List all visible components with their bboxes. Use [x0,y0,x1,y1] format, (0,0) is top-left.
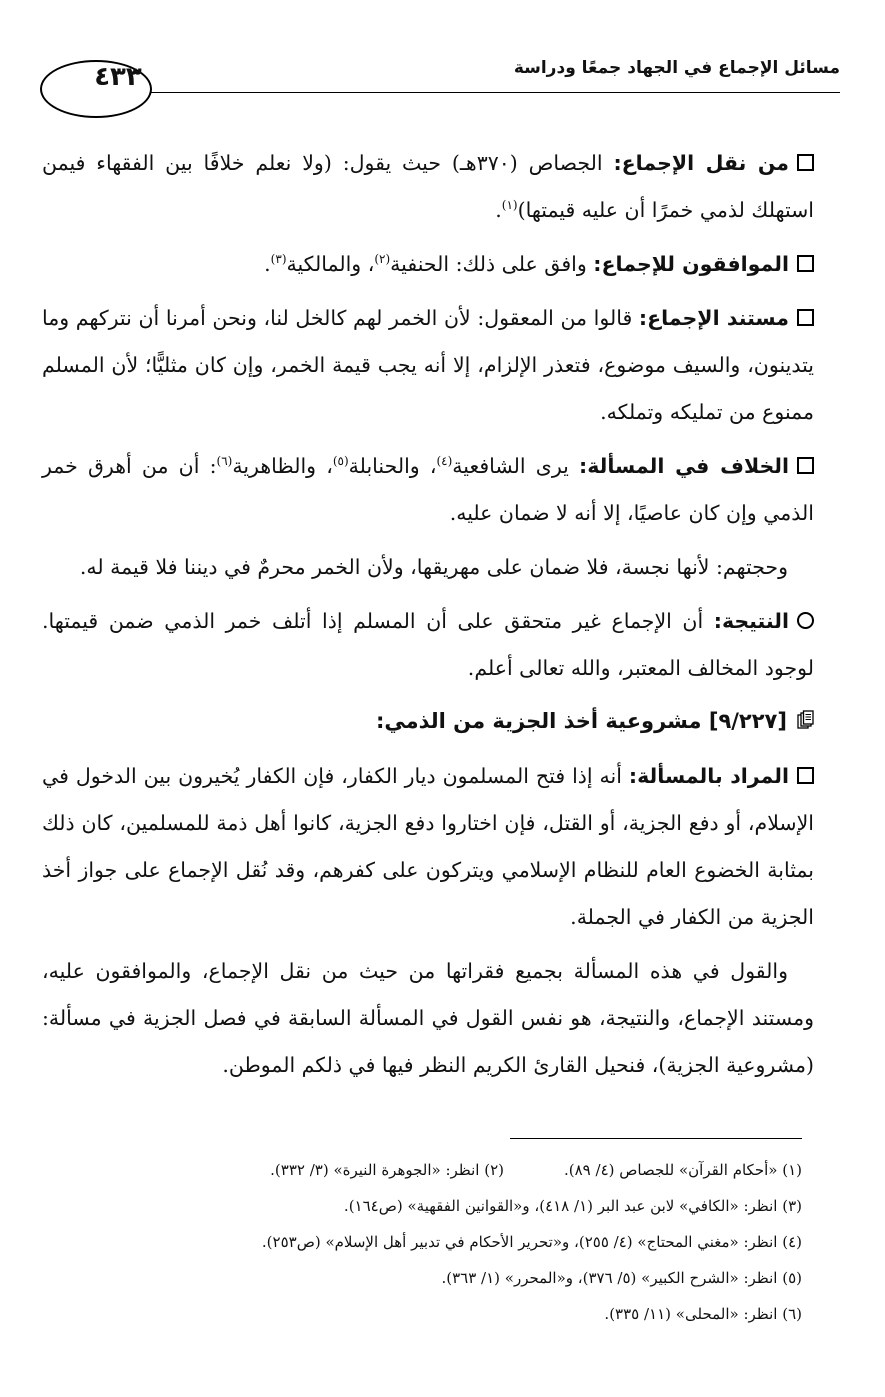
paragraph-naql [42,140,814,234]
running-title: مسائل الإجماع في الجهاد جمعًا ودراسة [513,58,840,78]
square-bullet-icon [797,255,814,272]
footnote-5: (٥) انظر: «الشرح الكبير» (٥/ ٣٧٦)، و«المحرر» (١/ ٣٦٣). [441,1269,802,1287]
circle-bullet-icon [797,612,814,629]
text-natija: أن الإجماع غير متحقق على أن المسلم إذا أتلف خمر الذمي ضمن قيمتها. لوجود المخالف المعتبر، والله تعالى أعلم. [42,609,814,680]
text-khilaf-1: يرى الشافعية [452,454,580,478]
footnote-ref-6[interactable]: (٦) [216,454,233,469]
footnote-ref-3[interactable]: (٣) [270,252,287,267]
text-muwafiqun-2: ، والمالكية [286,252,375,276]
term-muwafiqun: الموافقون للإجماع: [593,252,789,276]
footnote-row-1-2 [100,1152,802,1188]
running-header [40,52,840,102]
square-bullet-icon [797,309,814,326]
period: . [264,252,271,276]
square-bullet-icon [797,154,814,171]
term-murad: المراد بالمسألة: [628,764,789,788]
section-heading-text: [٩/٢٢٧] مشروعية أخذ الجزية من الذمي: [376,709,787,733]
footnote-separator [510,1138,802,1139]
footnote-1: (١) «أحكام القرآن» للجصاص (٤/ ٨٩). [564,1161,802,1179]
paragraph-qawl: والقول في هذه المسألة بجميع فقراتها من حيث من نقل الإجماع، والموافقون عليه، ومستند الإجماع، والنتيجة، هو نفس القول في المسألة السابقة في فصل الجزية في مسألة: (مشروعية الجزية)، فنحيل القارئ الكريم النظر فيها في ذلكم الموطن. [42,959,814,1077]
text-khilaf-4: : أن من أهرق خمر الذمي وإن كان عاصيًا، إلا أنه لا ضمان عليه. [42,454,814,525]
footnote-ref-1[interactable]: (١) [501,198,518,213]
footnote-6: (٦) انظر: «المحلى» (١١/ ٣٣٥). [604,1305,802,1323]
footnote-2: (٢) انظر: «الجوهرة النيرة» (٣/ ٣٣٢). [270,1161,504,1179]
text-khilaf-2: ، والحنابلة [348,454,437,478]
section-heading [42,699,814,743]
text-murad: أنه إذا فتح المسلمون ديار الكفار، فإن الكفار يُخيرون بين الدخول في الإسلام، أو دفع الجزية، أو القتل، فإن اختاروا دفع الجزية، كانوا أهل ذمة للمسلمين، كان ذلك بمثابة الخضوع العام للنظام الإسلامي ويتركون على كفرهم، وقد نُقل الإجماع على جواز أخذ الجزية من الكفار في الجملة. [42,764,814,929]
term-mustanad: مستند الإجماع: [638,306,789,330]
paragraph-muwafiqun [42,241,814,288]
term-natija: النتيجة: [713,609,789,633]
square-bullet-icon [797,457,814,474]
paragraph-khilaf [42,443,814,537]
text-mustanad: قالوا من المعقول: لأن الخمر لهم كالخل لنا، ونحن أمرنا أن نتركهم وما يتدينون، والسيف موضوع، فتعذر الإلزام، إلا أنه يجب قيمة الخمر، وإن كان مثليًّا؛ لأن المسلم ممنوع من تمليكه وتملكه. [42,306,814,424]
footnote-ref-2[interactable]: (٢) [374,252,391,267]
text-khilaf-3: ، والظاهرية [232,454,333,478]
paragraph-mustanad [42,295,814,436]
footnotes [100,1152,802,1332]
footnote-4: (٤) انظر: «مغني المحتاج» (٤/ ٢٥٥)، و«تحرير الأحكام في تدبير أهل الإسلام» (ص٢٥٣). [261,1233,802,1251]
text-naql: الجصاص (٣٧٠هـ) حيث يقول: (ولا نعلم خلافًا بين الفقهاء فيمن استهلك لذمي خمرًا أن عليه قيمتها) [42,151,814,222]
paragraph-hujjatuhum: وحجتهم: لأنها نجسة، فلا ضمان على مهريقها، ولأن الخمر محرمٌ في ديننا فلا قيمة له. [79,555,788,579]
square-bullet-icon [797,767,814,784]
term-khilaf: الخلاف في المسألة: [579,454,790,478]
body-text [42,140,814,1096]
footnote-ref-5[interactable]: (٥) [332,454,349,469]
footnote-ref-4[interactable]: (٤) [436,454,453,469]
period: . [495,198,502,222]
term-naql: من نقل الإجماع: [613,151,790,175]
documents-icon [797,710,814,729]
paragraph-natija [42,598,814,692]
paragraph-murad [42,753,814,941]
text-muwafiqun-1: وافق على ذلك: الحنفية [390,252,594,276]
page-number: ٤٣٣ [94,62,142,92]
header-rule [140,92,840,93]
footnote-3: (٣) انظر: «الكافي» لابن عبد البر (١/ ٤١٨)، و«القوانين الفقهية» (ص١٦٤). [343,1197,802,1215]
